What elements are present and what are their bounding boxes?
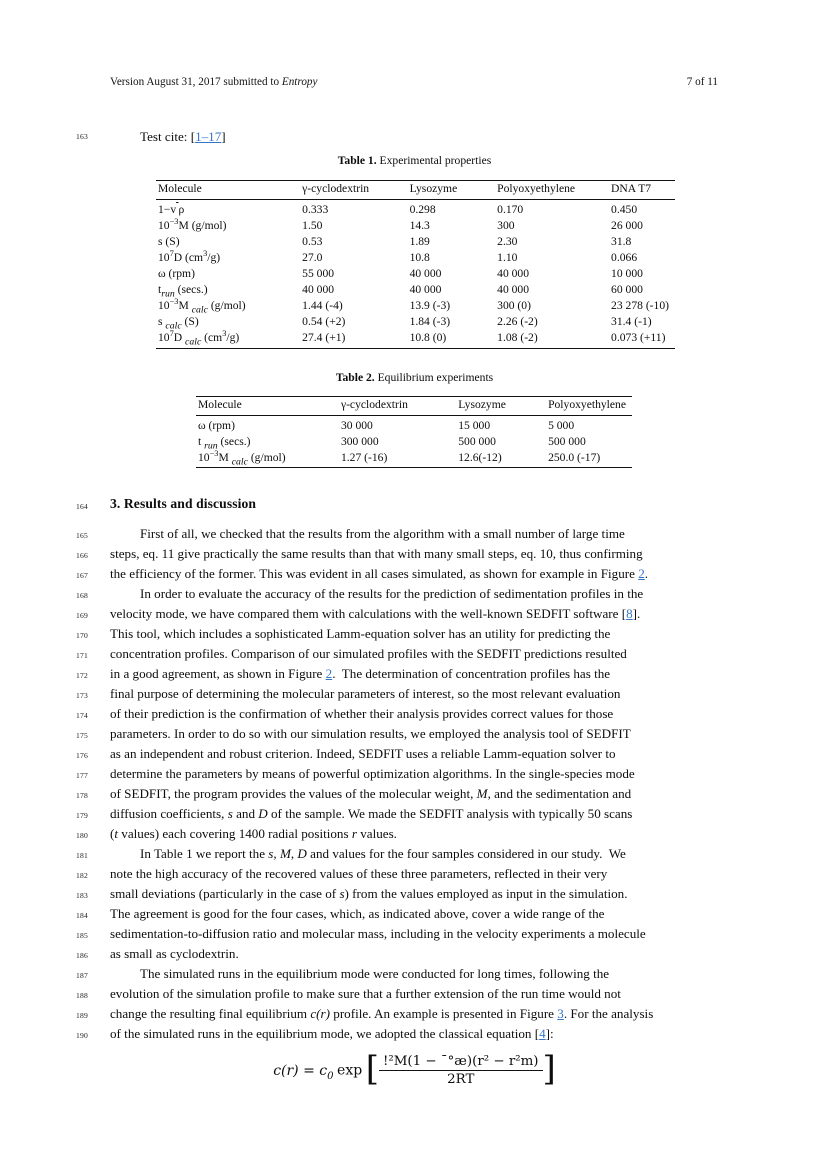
- body-line: velocity mode, we have compared them with calculations with the well-known SEDFIT software [8].: [110, 606, 641, 621]
- table1-row-label: $10^7D$ $_{calc}$ $(cm^3/g)$: [156, 330, 300, 349]
- body-line: in a good agreement, as shown in Figure 2. The determination of concentration profiles has the: [110, 666, 611, 681]
- body-line: [110, 864, 719, 884]
- table1-row-label: $t_{run}$ (secs.): [158, 283, 208, 300]
- test-cite-suffix: ]: [221, 129, 226, 144]
- line-number-186: 186: [76, 951, 88, 960]
- body-line: In Table 1 we report the s, M, D and values for the four samples considered in our study. We: [140, 846, 626, 861]
- body-line-text: determine the parameters by means of powerful optimization algorithms. In the single-species mode: [110, 766, 635, 781]
- figure-link-2[interactable]: 2: [325, 666, 333, 681]
- line-number-166: 166: [76, 551, 88, 560]
- line-number-190: 190: [76, 1031, 88, 1040]
- page-title: 3. Results and discussion: [110, 496, 257, 511]
- body-line-text: evolution of the simulation profile to make sure that a further extension of the run time would not: [110, 986, 621, 1001]
- equation-denominator: 2RT: [447, 1072, 475, 1087]
- table1-cell: 31.4 (-1): [611, 315, 652, 329]
- table1-cell: 10 000: [611, 266, 643, 280]
- table1-header-row: [156, 181, 675, 200]
- table1-col-2: Lysozyme: [408, 181, 496, 200]
- body-line: [110, 704, 719, 724]
- table-row: [156, 282, 675, 298]
- body-line: small deviations (particularly in the case of s) from the values employed as input in the simulation.: [110, 886, 628, 901]
- body-line-text: note the high accuracy of the recovered values of these three parameters, reflected in their very: [110, 866, 608, 881]
- line-number-169: 169: [76, 611, 88, 620]
- table2-cell: 300 000: [340, 434, 379, 448]
- body-line: [110, 964, 719, 984]
- table1-cell: 14.3: [409, 218, 430, 232]
- table1-cell: 60 000: [611, 283, 643, 297]
- table2-row-label: $10^{-3}M$ $_{calc}$ (g/mol): [196, 449, 339, 468]
- line-number-176: 176: [76, 751, 88, 760]
- line-number-164: 164: [76, 502, 88, 511]
- equation-exp-operator: exp: [337, 1062, 363, 1079]
- table1-cell: 1.10: [497, 250, 518, 264]
- table1-row-label: $10^7D$ $(cm^3/g)$: [158, 249, 221, 264]
- line-number-171: 171: [76, 651, 88, 660]
- line-number-170: 170: [76, 631, 88, 640]
- math-symbol-s: s: [227, 806, 233, 821]
- test-cite-paragraph: [110, 127, 719, 147]
- table1-row-label: $10^{-3}M$ $_{calc}$ (g/mol): [158, 297, 246, 316]
- table1-row-label: $10^{-3}M$ (g/mol): [158, 216, 227, 232]
- math-symbol-cr: c(r): [310, 1006, 330, 1021]
- table1-cell: 0.170: [495, 199, 609, 217]
- math-symbol-s: s: [268, 846, 274, 861]
- line-number-181: 181: [76, 851, 88, 860]
- table1-caption-label: Table 1.: [337, 154, 377, 167]
- body-line: [110, 984, 719, 1004]
- table1-cell: 0.53: [302, 234, 323, 248]
- table1-cell: 10.8: [409, 250, 430, 264]
- table1-col-3: Polyoxyethylene: [495, 181, 609, 200]
- table1-cell: 0.298: [408, 199, 496, 217]
- table1-cell: 31.8: [611, 234, 632, 248]
- table1-cell: 0.073 (+11): [609, 330, 675, 349]
- body-line: [110, 644, 719, 664]
- table2-row-label: t $_{run}$ (secs.): [198, 434, 251, 451]
- table-row: [156, 330, 675, 349]
- body-line-text: parameters. In order to do so with our simulation results, we employed the analysis tool of SEDFIT: [110, 726, 631, 741]
- table1-cell: 27.0: [302, 250, 323, 264]
- line-number-172: 172: [76, 671, 88, 680]
- body-line: of the simulated runs in the equilibrium mode, we adopted the classical equation [4]:: [110, 1026, 554, 1041]
- running-head-version: Version August 31, 2017 submitted to: [110, 76, 282, 88]
- table2-cell: 5 000: [546, 415, 632, 433]
- body-line: [110, 584, 719, 604]
- line-number-187: 187: [76, 971, 88, 980]
- math-symbol-M: M: [279, 846, 291, 861]
- body-line-text: The simulated runs in the equilibrium mode were conducted for long times, following the: [140, 966, 610, 981]
- running-head-left: [110, 74, 318, 90]
- body-line: [110, 724, 719, 744]
- body-line: of SEDFIT, the program provides the values of the molecular weight, M, and the sedimentation and: [110, 786, 632, 801]
- line-number-173: 173: [76, 691, 88, 700]
- line-number-182: 182: [76, 871, 88, 880]
- body-line-text: First of all, we checked that the results from the algorithm with a small number of large time: [140, 526, 625, 541]
- table-row: [156, 298, 675, 314]
- table1-col-4: DNA T7: [609, 181, 675, 200]
- body-line: [110, 924, 719, 944]
- table1-cell: 27.4 (+1): [300, 330, 407, 349]
- body-line-text: This tool, which includes a sophisticated Lamm-equation solver has an utility for predicting the: [110, 626, 611, 641]
- equation-expression: $c(r) = c_0$ exp [ $\frac{\text{!²M(1 − ˉ°æ)(r² − r²m)}}{2RT}$ ]: [273, 1048, 556, 1089]
- citation-link-8[interactable]: 8: [626, 606, 633, 621]
- table1-caption: [110, 153, 719, 168]
- table1-col-1: γ-cyclodextrin: [300, 181, 407, 200]
- table1-cell: 40 000: [409, 283, 442, 297]
- body-line-text: steps, eq. 11 give practically the same results than that with many small steps, eq. 10, thus confirming: [110, 546, 643, 561]
- body-line-text: as an independent and robust criterion. Indeed, SEDFIT uses a reliable Lamm-equation solver to: [110, 746, 616, 761]
- table-2: [196, 396, 632, 468]
- table-row: [196, 449, 632, 468]
- body-line: [110, 764, 719, 784]
- test-cite-prefix: Test cite: [: [140, 129, 196, 144]
- figure-link-2[interactable]: 2: [638, 566, 645, 581]
- line-number-179: 179: [76, 811, 88, 820]
- table2-cell: 500 000: [548, 434, 586, 448]
- math-symbol-r: r: [351, 826, 357, 841]
- table1-cell: 2.30: [497, 234, 518, 248]
- table1-row-label: ω (rpm): [158, 266, 195, 280]
- table2-cell: 12.6(-12): [456, 449, 546, 468]
- table1-cell: 40 000: [497, 266, 530, 280]
- table1-row-label: s (S): [158, 234, 180, 248]
- table1-cell: 55 000: [302, 266, 335, 280]
- table1-cell: 40 000: [497, 283, 530, 297]
- table1-cell: 1.84 (-3): [409, 315, 451, 329]
- table1-col-0: Molecule: [156, 181, 300, 200]
- line-number-184: 184: [76, 911, 88, 920]
- table2-caption-label: Table 2.: [335, 371, 375, 384]
- table-1: [156, 180, 675, 349]
- table2-cell: 250.0 (-17): [546, 449, 632, 468]
- equation-lhs-subscript: 0: [327, 1070, 334, 1082]
- table2-cell: 30 000: [339, 415, 456, 433]
- table2-cell: 15 000: [456, 415, 546, 433]
- table1-cell: 40 000: [409, 266, 442, 280]
- line-number-168: 168: [76, 591, 88, 600]
- table2-col-2: Lysozyme: [456, 397, 546, 416]
- math-symbol-D: D: [297, 846, 307, 861]
- running-head: [110, 74, 718, 90]
- table1-row-label: 1−v ρ: [156, 199, 300, 217]
- citation-link-1-17[interactable]: 1–17: [195, 129, 222, 144]
- table1-cell: 26 000: [611, 218, 643, 232]
- equation-cr: [110, 1048, 719, 1089]
- body-line: [110, 624, 719, 644]
- table2-caption: [110, 370, 719, 385]
- body-line-text: concentration profiles. Comparison of our simulated profiles with the SEDFIT predictions resulted: [110, 646, 627, 661]
- table1-cell: 300 (0): [497, 299, 531, 313]
- line-number-183: 183: [76, 891, 88, 900]
- line-number-177: 177: [76, 771, 88, 780]
- table1-row-label: s $_{calc}$ (S): [158, 315, 199, 332]
- body-line: (t values) each covering 1400 radial positions r values.: [110, 826, 397, 841]
- body-line-text: The agreement is good for the four cases, which, as indicated above, cover a wide range of the: [110, 906, 605, 921]
- body-line: diffusion coefficients, s and D of the sample. We made the SEDFIT analysis with typically 50 scans: [110, 806, 633, 821]
- table1-cell: 23 278 (-10): [611, 299, 669, 313]
- math-symbol-D: D: [258, 806, 268, 821]
- body-line-text: as small as cyclodextrin.: [110, 946, 239, 961]
- table2-col-0: Molecule: [196, 397, 339, 416]
- body-line: [110, 744, 719, 764]
- equation-fraction: [379, 1054, 543, 1087]
- table1-cell: 2.26 (-2): [497, 315, 538, 329]
- table1-cell: 300: [497, 218, 515, 232]
- table-row: [156, 199, 675, 217]
- line-number-163: 163: [76, 132, 88, 141]
- table1-cell: 1.44 (-4): [302, 299, 343, 313]
- table-row: [156, 249, 675, 265]
- table-row: [196, 415, 632, 433]
- table2-cell: 500 000: [458, 434, 496, 448]
- table-row: [156, 233, 675, 249]
- line-number-188: 188: [76, 991, 88, 1000]
- line-number-167: 167: [76, 571, 88, 580]
- table-row: [156, 314, 675, 330]
- table1-cell: 0.333: [300, 199, 407, 217]
- body-line-text: sedimentation-to-diffusion ratio and molecular mass, including in the velocity experiments a molecule: [110, 926, 646, 941]
- line-number-165: 165: [76, 531, 88, 540]
- table1-cell: 1.08 (-2): [495, 330, 609, 349]
- line-number-174: 174: [76, 711, 88, 720]
- line-number-178: 178: [76, 791, 88, 800]
- table-row: [196, 433, 632, 449]
- table-row: [156, 265, 675, 281]
- line-number-185: 185: [76, 931, 88, 940]
- body-line: [110, 944, 719, 964]
- body-line-text: of their prediction is the confirmation of whether their analysis provides correct values for those: [110, 706, 614, 721]
- table2-caption-text: Equilibrium experiments: [374, 371, 494, 384]
- line-number-175: 175: [76, 731, 88, 740]
- table2-row-label: ω (rpm): [196, 415, 339, 433]
- table1-cell: 10.8 (0): [408, 330, 496, 349]
- running-head-journal: Entropy: [281, 76, 318, 88]
- table2-cell: 1.27 (-16): [339, 449, 456, 468]
- equation-numerator: !²M(1 − ˉ°æ)(r² − r²m): [379, 1054, 543, 1071]
- table2-col-3: Polyoxyethylene: [546, 397, 632, 416]
- equation-lhs: $c(r) = c_0$: [273, 1062, 334, 1082]
- body-line: [110, 684, 719, 704]
- body-line: change the resulting final equilibrium c(r) profile. An example is presented in Figure 3. For the analysis: [110, 1006, 654, 1021]
- body-line: [110, 524, 719, 544]
- math-symbol-s: s: [339, 886, 345, 901]
- table1-caption-text: Experimental properties: [376, 154, 492, 167]
- table1-cell: 40 000: [302, 283, 335, 297]
- table2-header-row: [196, 397, 632, 416]
- table1-cell: 1.50: [302, 218, 323, 232]
- table1-cell: 13.9 (-3): [409, 299, 451, 313]
- table1-cell: 0.450: [609, 199, 675, 217]
- line-number-189: 189: [76, 1011, 88, 1020]
- line-number-180: 180: [76, 831, 88, 840]
- page-indicator: 7 of 11: [686, 76, 718, 88]
- body-line-text: final purpose of determining the molecular parameters of interest, so the most relevant evaluation: [110, 686, 621, 701]
- table-row: [156, 217, 675, 233]
- citation-link-4[interactable]: 4: [539, 1026, 546, 1041]
- body-line: [110, 904, 719, 924]
- table1-cell: 0.54 (+2): [302, 315, 346, 329]
- table1-cell: 0.066: [611, 250, 638, 264]
- body-line: the efficiency of the former. This was evident in all cases simulated, as shown for example in Figure 2.: [110, 566, 649, 581]
- math-symbol-t: t: [114, 826, 119, 841]
- math-symbol-M: M: [476, 786, 488, 801]
- figure-link-3[interactable]: 3: [557, 1006, 564, 1021]
- table2-col-1: γ-cyclodextrin: [339, 397, 456, 416]
- body-line: [110, 544, 719, 564]
- body-line-text: In order to evaluate the accuracy of the results for the prediction of sedimentation profiles in the: [140, 586, 644, 601]
- table1-cell: 1.89: [409, 234, 430, 248]
